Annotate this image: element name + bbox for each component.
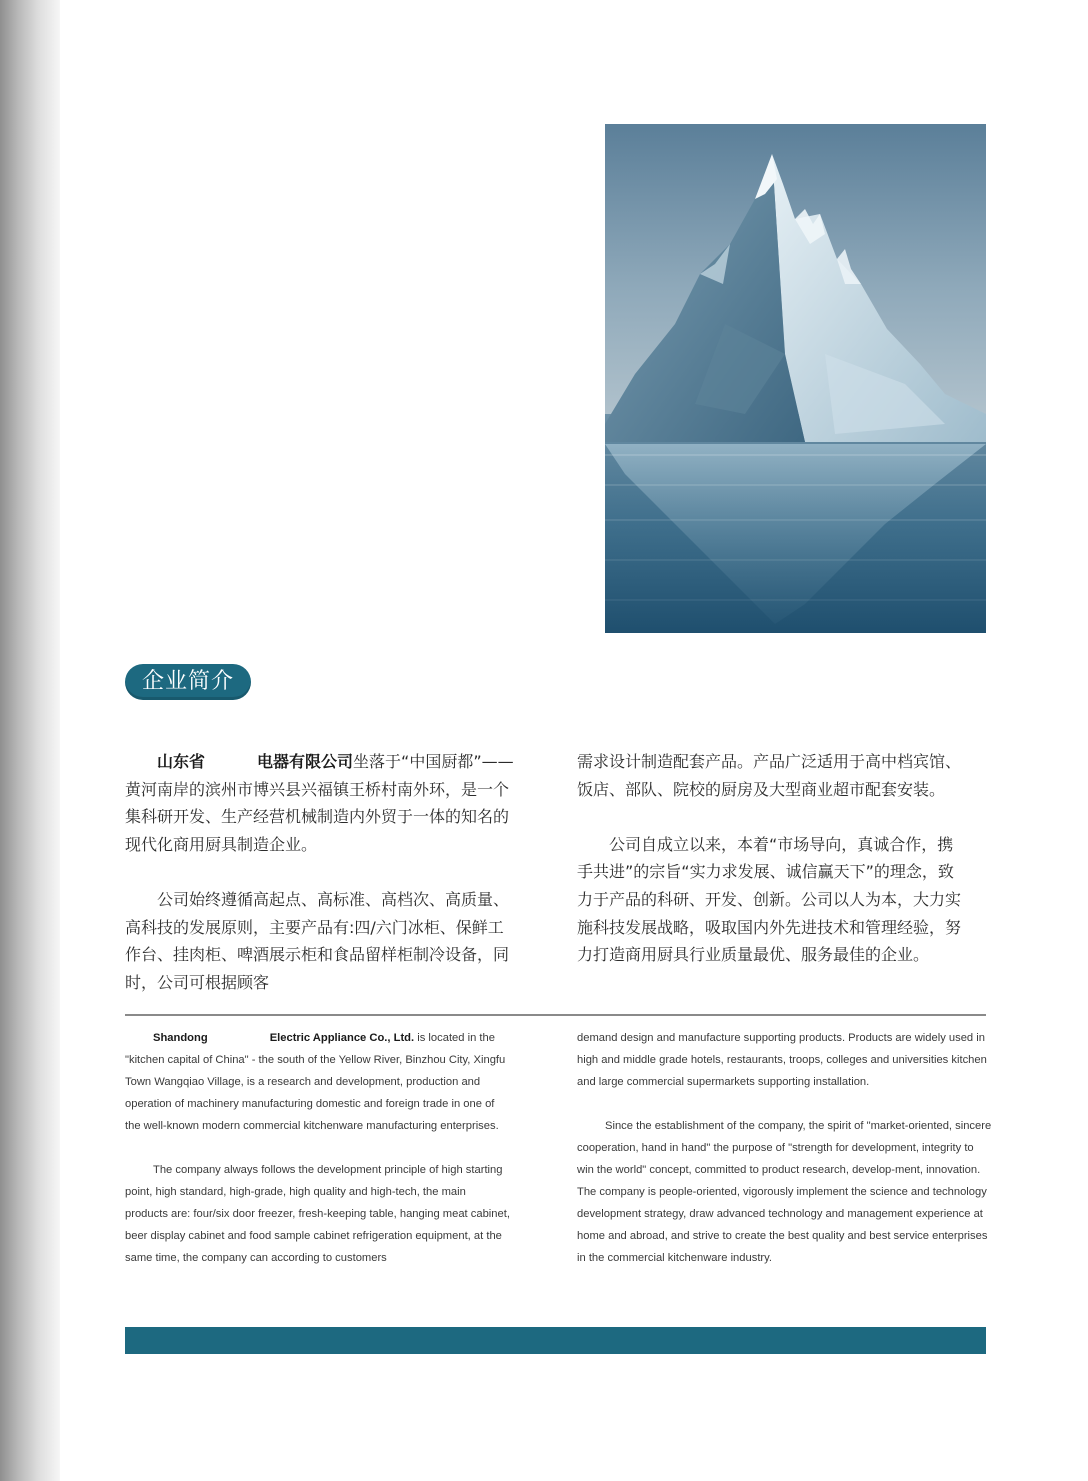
- english-paragraph-2: The company always follows the development principle of high starting point, high standard, high-grade, high quality and high-tech, the main products are: four/six door freezer, fresh-keeping table, hanging meat cabinet, beer display cabinet and food sample cabinet refrigeration equipment, at the same time, the company can according to customers: [125, 1164, 510, 1264]
- chinese-paragraph-3: 需求设计制造配套产品。产品广泛适用于高中档宾馆、饭店、部队、院校的厨房及大型商业超市配套安装。: [577, 752, 962, 799]
- chinese-paragraph-1: [125, 748, 515, 858]
- english-paragraph-3: demand design and manufacture supporting products. Products are widely used in high and middle grade hotels, restaurants, troops, colleges and universities kitchen and large commercial supermarkets supporting installation.: [577, 1032, 987, 1088]
- chinese-intro-right-column: [577, 748, 967, 969]
- chinese-paragraph-1-text: 坐落于“中国厨都”——黄河南岸的滨州市博兴县兴福镇王桥村南外环，是一个集科研开发、生产经营机械制造内外贸于一体的知名的现代化商用厨具制造企业。: [125, 752, 514, 854]
- english-company-name-part2: Electric Appliance Co., Ltd.: [269, 1032, 415, 1044]
- english-intro-left-column: [125, 1027, 510, 1269]
- footer-accent-bar: [125, 1327, 986, 1354]
- english-company-name-part1: Shandong: [153, 1032, 208, 1044]
- chinese-paragraph-2: 公司始终遵循高起点、高标准、高档次、高质量、高科技的发展原则，主要产品有:四/六门冰柜、保鲜工作台、挂肉柜、啤酒展示柜和食品留样柜制冷设备，同时，公司可根据顾客: [125, 889, 510, 992]
- english-paragraph-1: [125, 1027, 510, 1137]
- english-intro-right-column: [577, 1027, 992, 1269]
- chinese-company-name-part2: 电器有限公司: [257, 752, 354, 771]
- english-paragraph-1-text: is located in the "kitchen capital of China" - the south of the Yellow River, Binzhou City, Xingfu Town Wangqiao Village, is a research and development, production and operation of machinery manufacturing domestic and foreign trade in one of the well-known modern commercial kitchenware manufacturing enterprises.: [125, 1032, 506, 1132]
- chinese-intro-left-column: [125, 748, 515, 996]
- section-title-badge: 企业简介: [125, 664, 251, 700]
- chinese-company-name-part1: 山东省: [157, 752, 206, 771]
- language-divider: [125, 1014, 986, 1016]
- chinese-paragraph-4: 公司自成立以来，本着“市场导向，真诚合作，携手共进”的宗旨“实力求发展、诚信赢天下”的理念，致力于产品的科研、开发、创新。公司以人为本，大力实施科技发展战略，吸取国内外先进技术和管理经验，努力打造商用厨具行业质量最优、服务最佳的企业。: [577, 834, 962, 965]
- english-paragraph-4: Since the establishment of the company, the spirit of "market-oriented, sincere cooperation, hand in hand" the purpose of "strength for development, integrity to win the world" concept, committed to product research, develop-ment, innovation. The company is people-oriented, vigorously implement the science and technology development strategy, draw advanced technology and management experience at home and abroad, and strive to create the best quality and best service enterprises in the commercial kitchenware industry.: [577, 1120, 992, 1264]
- page-spine-shadow: [0, 0, 60, 1481]
- iceberg-photo: [605, 124, 986, 633]
